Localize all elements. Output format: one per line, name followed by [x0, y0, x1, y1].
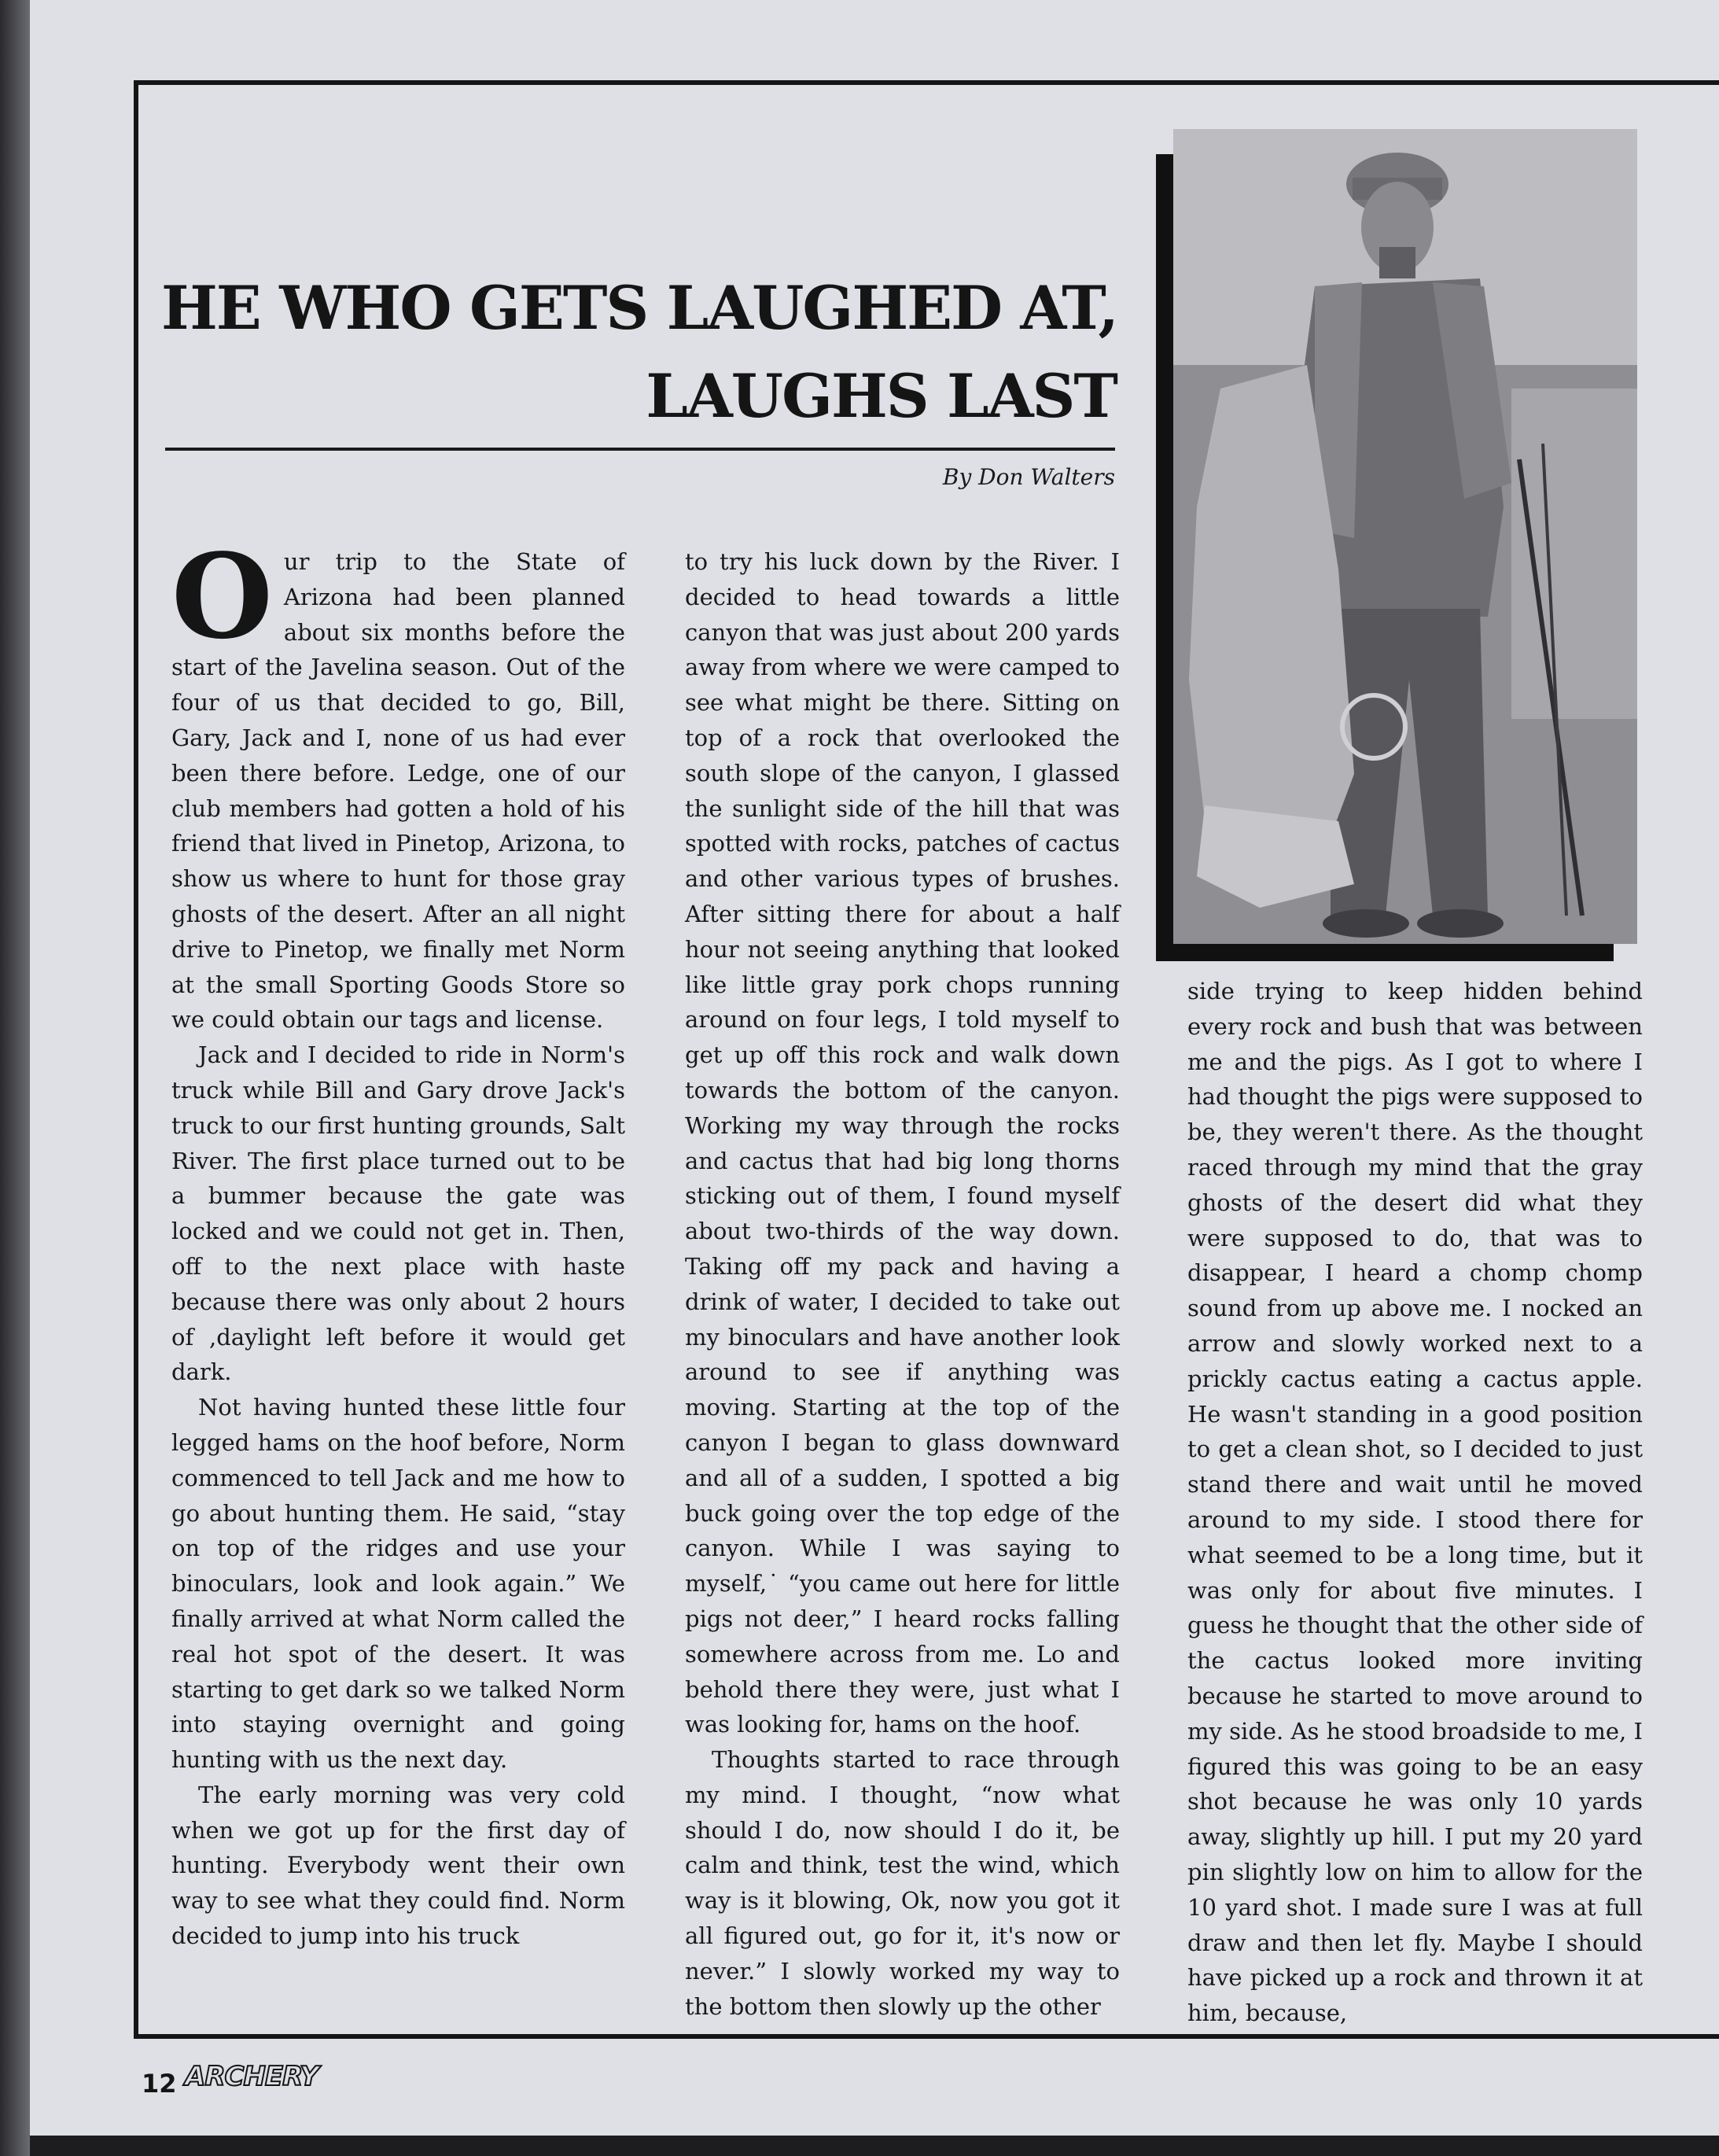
- byline: By Don Walters: [942, 464, 1115, 490]
- paragraph-5: to try his luck down by the River. I decided to head towards a little canyon that was just about 200 yards away from where we were camped to see what might be there. Sitting on top of a rock that overlooked the south slope of the canyon, I glassed the sunlight side of the hill that was spotted with rocks, patches of cactus and other various types of brushes. After sitting there for about a half hour not seeing anything that looked like little gray pork chops running around on four legs, I told myself to get up off this rock and walk down towards the bottom of the canyon. Working my way through the rocks and cactus that had big long thorns sticking out of them, I found myself about two-thirds of the way down. Taking off my pack and having a drink of water, I decided to take out my binoculars and have another look around to see if anything was moving. Starting at the top of the canyon I began to glass downward and all of a sudden, I spotted a big buck going over the top edge of the canyon. While I was saying to myself,˙ “you came out here for little pigs not deer,” I heard rocks falling somewhere across from me. Lo and behold there they were, just what I was looking for, hams on the hoof.: [685, 548, 1120, 1738]
- article-column-1: [171, 528, 625, 1954]
- paragraph-2: Jack and I decided to ride in Norm's truck while Bill and Gary drove Jack's truck to our first hunting grounds, Salt River. The first place turned out to be a bummer because the gate was locked and we could not get in. Then, off to the next place with haste because there was only about 2 hours of ,daylight left before it would get dark.: [171, 1041, 625, 1386]
- drop-cap: O: [171, 528, 273, 665]
- paragraph-3: Not having hunted these little four legged hams on the hoof before, Norm commenced to tell Jack and me how to go about hunting them. He said, “stay on top of the ridges and use your binoculars, look and look again.” We finally arrived at what Norm called the real hot spot of the desert. It was starting to get dark so we talked Norm into staying overnight and going hunting with us the next day.: [171, 1394, 625, 1774]
- article-column-3: [1187, 974, 1643, 2031]
- title-line-2: LAUGHS LAST: [646, 360, 1117, 431]
- article-title: [161, 264, 1117, 440]
- page-number: 12: [142, 2069, 177, 2099]
- paragraph-4: The early morning was very cold when we got up for the first day of hunting. Everybody went their own way to see what they could find. Norm decided to jump into his truck: [171, 1781, 625, 1950]
- title-rule: [165, 448, 1115, 451]
- page-edge-shadow: [0, 0, 30, 2156]
- archery-logo: ARCHERY: [185, 2061, 318, 2092]
- hunter-with-javelina-illustration: [1173, 129, 1637, 944]
- paragraph-6: Thoughts started to race through my mind. I thought, “now what should I do, now should I do it, be calm and think, test the wind, which way is it blowing, Ok, now you got it all figured out, go for it, it's now or never.” I slowly worked my way to the bottom then slowly up the other: [685, 1746, 1120, 2020]
- paragraph-1-text: ur trip to the State of Arizona had been planned about six months before the start of the Javelina season. Out of the four of us that decided to go, Bill, Gary, Jack and I, none of us had ever been there before. Ledge, one of our club members had gotten a hold of his friend that lived in Pinetop, Arizona, to show us where to hunt for those gray ghosts of the desert. After an all night drive to Pinetop, we finally met Norm at the small Sporting Goods Store so we could obtain our tags and license.: [171, 548, 625, 1034]
- article-column-2: [685, 544, 1120, 2024]
- title-line-1: HE WHO GETS LAUGHED AT,: [161, 272, 1117, 343]
- paragraph-1: [171, 528, 625, 1037]
- paragraph-7: side trying to keep hidden behind every rock and bush that was between me and the pigs. As I got to where I had thought the pigs were supposed to be, they weren't there. As the thought raced through my mind that the gray ghosts of the desert did what they were supposed to do, that was to disappear, I heard a chomp chomp sound from up above me. I nocked an arrow and slowly worked next to a prickly cactus eating a cactus apple. He wasn't standing in a good position to get a clean shot, so I decided to just stand there and wait until he moved around to my side. I stood there for what seemed to be a long time, but it was only for about five minutes. I guess he thought that the other side of the cactus looked more inviting because he started to move around to my side. As he stood broadside to me, I figured this was going to be an easy shot because he was only 10 yards away, slightly up hill. I put my 20 yard pin slightly low on him to allow for the 10 yard shot. I made sure I was at full draw and then let fly. Maybe I should have picked up a rock and thrown it at him, because,: [1187, 978, 1643, 2027]
- hunter-photo: [1173, 129, 1637, 944]
